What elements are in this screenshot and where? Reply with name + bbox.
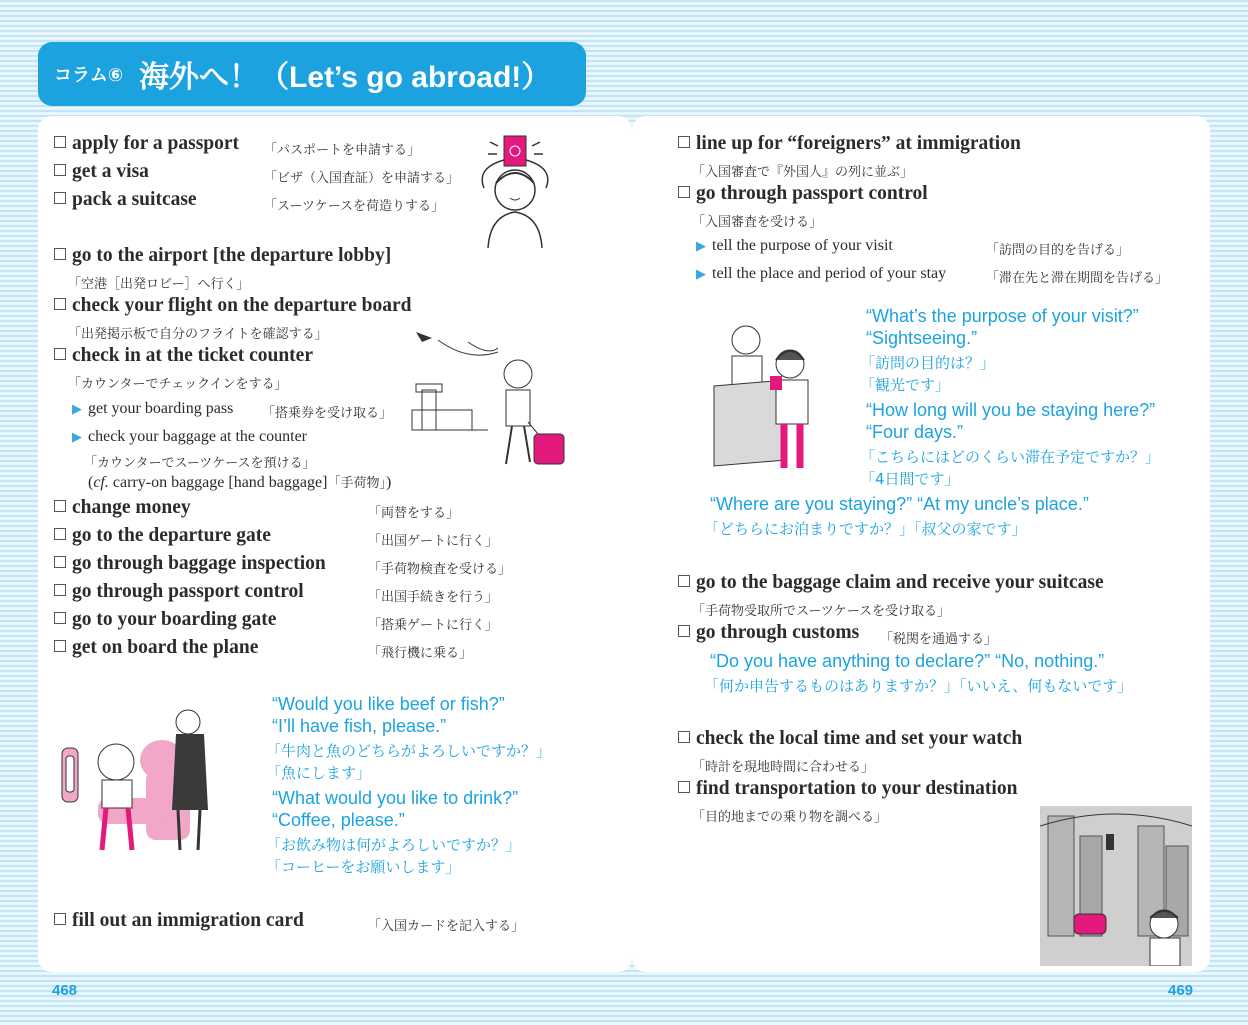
checkbox-icon (678, 625, 690, 637)
checklist-item: go to your boarding gate (54, 609, 276, 631)
passport-person-illustration (468, 128, 564, 252)
city-destination-illustration (1040, 806, 1192, 966)
checklist-item: go to the baggage claim and receive your suitcase (678, 572, 1104, 594)
item-translation: 「入国審査で『外国人』の列に並ぶ」 (692, 165, 914, 180)
dialog-line: “What’s the purpose of your visit?” (866, 306, 1139, 326)
item-translation: 「手荷物検査を受ける」 (368, 562, 512, 577)
dialog-line: “Do you have anything to declare?” “No, nothing.” (710, 651, 1105, 671)
checklist-item: go through passport control (678, 183, 928, 205)
checklist-item: change money (54, 497, 191, 519)
dialog-line: 「何か申告するものはありますか？」「いいえ、何もないです」 (704, 677, 1133, 695)
item-translation: 「税関を通過する」 (880, 632, 998, 647)
dialog-line: “Sightseeing.” (866, 328, 978, 348)
checkbox-icon (54, 612, 66, 624)
dialog-line: 「こちらにはどのくらい滞在予定ですか？」 (860, 448, 1161, 466)
checklist-item: apply for a passport (54, 133, 239, 155)
item-translation: 「目的地までの乗り物を調べる」 (692, 810, 888, 825)
checkbox-icon (54, 556, 66, 568)
checkbox-icon (54, 248, 66, 260)
checklist-item: pack a suitcase (54, 189, 197, 211)
sub-item: ▶ check your baggage at the counter (72, 428, 308, 445)
page-title: 海外へ！（Let’s go abroad!） (139, 61, 552, 94)
item-translation: 「空港［出発ロビー］へ行く」 (68, 277, 250, 292)
item-translation: 「飛行機に乗る」 (368, 646, 473, 661)
dialog-line: 「どちらにお泊まりですか？」「叔父の家です」 (704, 520, 1027, 538)
dialog-line: 「観光です」 (860, 376, 951, 394)
checklist-item: check the local time and set your watch (678, 728, 1022, 750)
checklist-item: go through passport control (54, 581, 304, 603)
checkbox-icon (54, 528, 66, 540)
page-number-right: 469 (1168, 982, 1194, 999)
column-title-banner (38, 42, 586, 106)
checklist-item: get a visa (54, 161, 149, 183)
item-translation: 「スーツケースを荷造りする」 (264, 199, 445, 214)
checkbox-icon (678, 781, 690, 793)
item-translation: 「カウンターでチェックインをする」 (68, 377, 288, 392)
item-translation: 「手荷物受取所でスーツケースを受け取る」 (692, 604, 951, 619)
triangle-bullet-icon: ▶ (696, 266, 706, 281)
checkbox-icon (54, 164, 66, 176)
sub-item: ▶ get your boarding pass (72, 400, 234, 417)
checkbox-icon (54, 913, 66, 925)
dialog-line: 「4日間です」 (860, 470, 960, 488)
item-translation: 「訪問の目的を告げる」 (986, 243, 1130, 258)
dialog-line: “How long will you be staying here?” (866, 400, 1156, 420)
item-translation: 「出国手続きを行う」 (368, 590, 499, 605)
checkbox-icon (54, 584, 66, 596)
checklist-item: fill out an immigration card (54, 910, 304, 932)
checklist-item: go through baggage inspection (54, 553, 326, 575)
checkbox-icon (678, 731, 690, 743)
dialog-line: 「お飲み物は何がよろしいですか？」 (266, 836, 522, 854)
item-translation: 「時計を現地時間に合わせる」 (692, 760, 875, 775)
triangle-bullet-icon: ▶ (696, 238, 706, 253)
dialog-line: 「訪問の目的は？」 (860, 354, 996, 372)
checkbox-icon (54, 640, 66, 652)
checkbox-icon (678, 186, 690, 198)
triangle-bullet-icon: ▶ (72, 401, 82, 416)
page-number-left: 468 (52, 982, 78, 999)
checkbox-icon (54, 348, 66, 360)
item-translation: 「搭乗券を受け取る」 (262, 406, 393, 421)
item-translation: 「パスポートを申請する」 (264, 143, 421, 158)
immigration-officer-illustration (710, 320, 826, 470)
item-translation: 「入国審査を受ける」 (692, 215, 823, 230)
checklist-item: go through customs (678, 622, 859, 644)
dialog-line: 「牛肉と魚のどちらがよろしいですか？」 (266, 742, 552, 760)
in-flight-meal-illustration (58, 700, 234, 860)
dialog-line: “Coffee, please.” (272, 810, 405, 830)
checklist-item: check in at the ticket counter (54, 345, 313, 367)
checklist-item: go to the airport [the departure lobby] (54, 245, 391, 267)
checkbox-icon (54, 192, 66, 204)
checkbox-icon (54, 298, 66, 310)
sub-item: ▶ tell the purpose of your visit (696, 237, 893, 254)
dialog-line: “Where are you staying?” “At my uncle’s place.” (710, 494, 1089, 514)
item-translation: 「滞在先と滞在期間を告げる」 (986, 271, 1169, 286)
item-translation: 「ビザ（入国査証）を申請する」 (264, 171, 460, 186)
item-translation: 「出国ゲートに行く」 (368, 534, 499, 549)
dialog-line: 「コーヒーをお願いします」 (266, 858, 461, 876)
checkbox-icon (54, 136, 66, 148)
item-translation: 「出発掲示板で自分のフライトを確認する」 (68, 327, 328, 342)
checklist-item: go to the departure gate (54, 525, 271, 547)
dialog-line: “I’ll have fish, please.” (272, 716, 447, 736)
cf-note: (cf. carry-on baggage [hand baggage]「手荷物」) (88, 474, 392, 491)
item-translation: 「搭乗ゲートに行く」 (368, 618, 499, 633)
item-translation: 「入国カードを記入する」 (368, 919, 525, 934)
checklist-item: find transportation to your destination (678, 778, 1017, 800)
checklist-item: line up for “foreigners” at immigration (678, 133, 1021, 155)
item-translation: 「両替をする」 (368, 506, 460, 521)
dialog-line: “What would you like to drink?” (272, 788, 519, 808)
triangle-bullet-icon: ▶ (72, 429, 82, 444)
dialog-line: 「魚にします」 (266, 764, 372, 782)
checkbox-icon (678, 575, 690, 587)
checklist-item: check your flight on the departure board (54, 295, 411, 317)
item-translation: 「カウンターでスーツケースを預ける」 (84, 456, 316, 471)
airport-traveler-illustration (408, 326, 578, 476)
checklist-item: get on board the plane (54, 637, 258, 659)
dialog-line: “Would you like beef or fish?” (272, 694, 505, 714)
checkbox-icon (678, 136, 690, 148)
sub-item: ▶ tell the place and period of your stay (696, 265, 947, 282)
column-label: コラム⑥ (54, 65, 124, 85)
checkbox-icon (54, 500, 66, 512)
dialog-line: “Four days.” (866, 422, 964, 442)
